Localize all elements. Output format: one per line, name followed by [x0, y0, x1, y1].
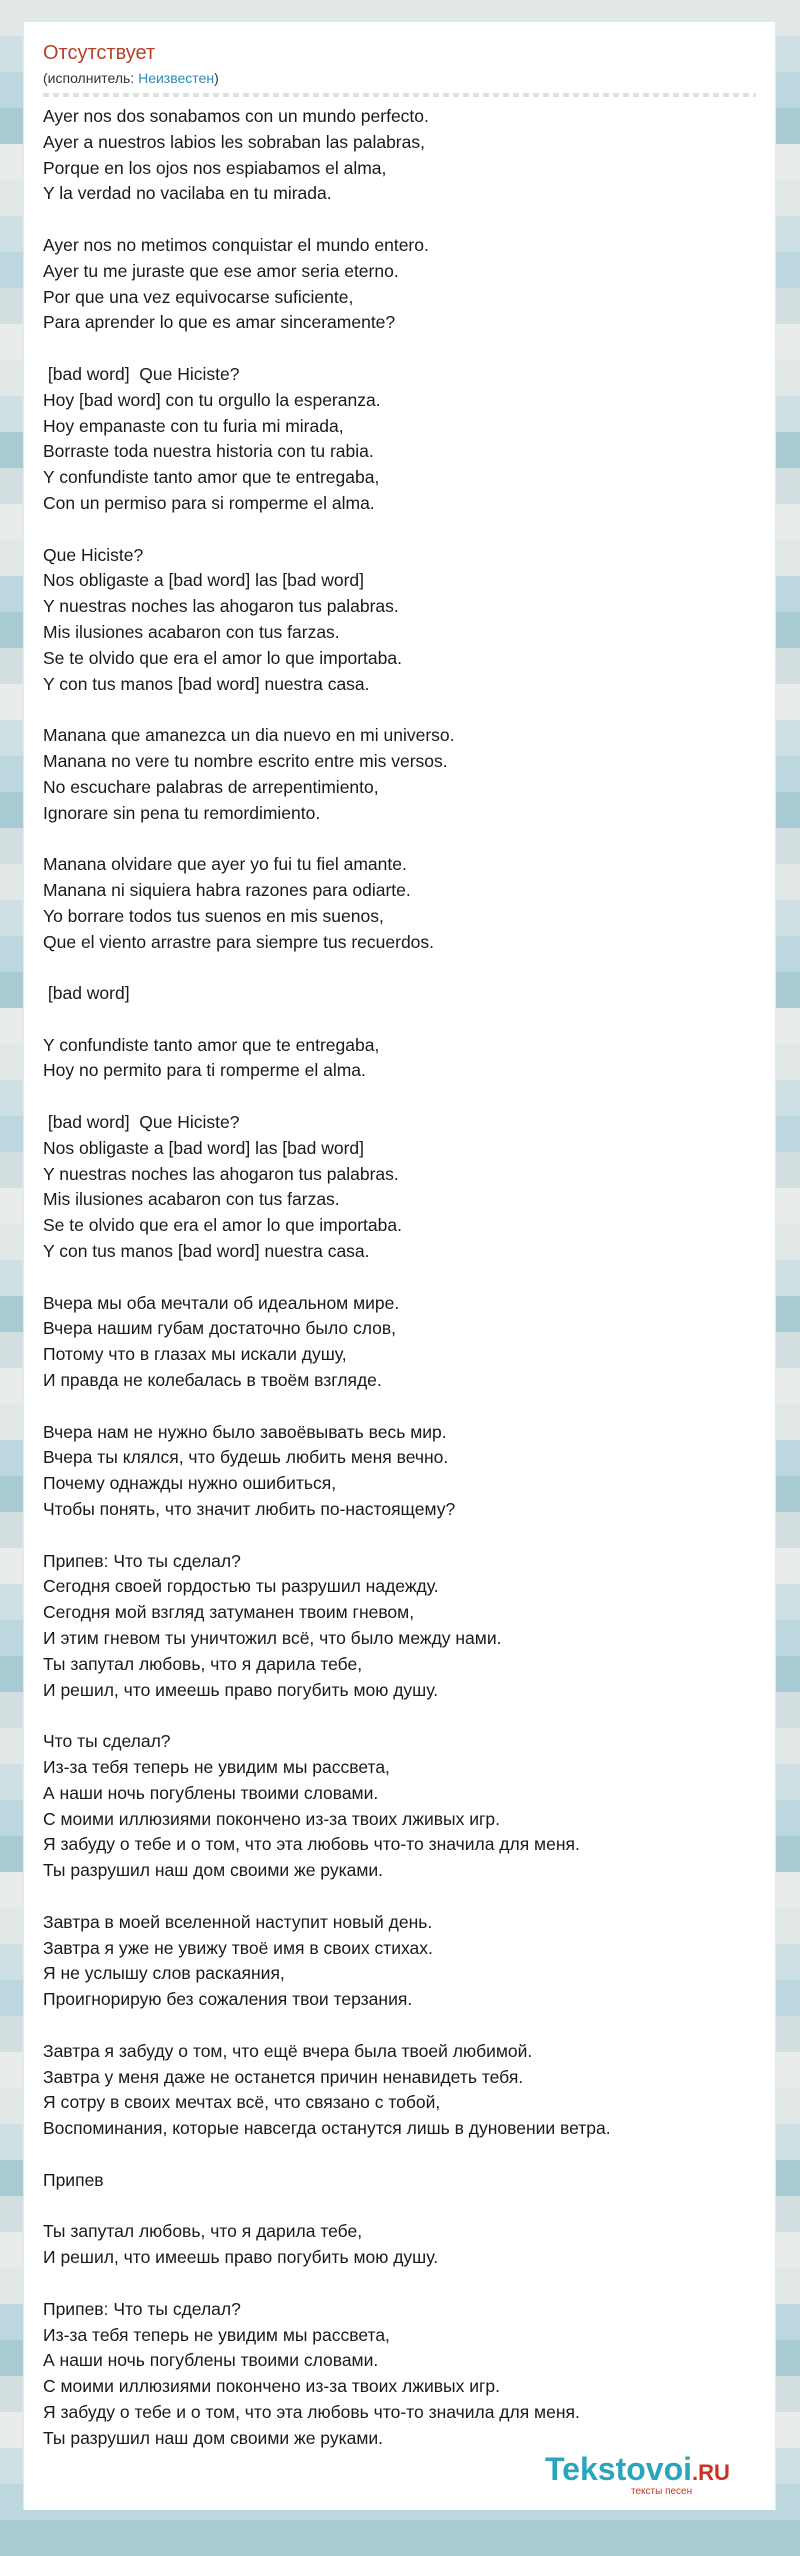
- lyric-line: Y confundiste tanto amor que te entregaba,: [43, 1034, 380, 1055]
- lyric-line: Manana no vere tu nombre escrito entre mis versos.: [43, 750, 448, 771]
- lyric-line: Hoy [bad word] con tu orgullo la esperanza.: [43, 389, 381, 410]
- lyric-line: Que Hiciste?: [43, 544, 144, 565]
- lyric-line: С моими иллюзиями покончено из-за твоих лживых игр.: [43, 2376, 500, 2397]
- lyric-line: Porque en los ojos nos espiabamos el alma,: [43, 157, 387, 178]
- lyric-line: Para aprender lo que es amar sinceramente?: [43, 312, 396, 333]
- lyric-line: Mis ilusiones acabaron con tus farzas.: [43, 1189, 340, 1210]
- lyric-line: Вчера ты клялся, что будешь любить меня вечно.: [43, 1447, 449, 1468]
- lyric-line: Из-за тебя теперь не увидим мы рассвета,: [43, 1757, 390, 1777]
- lyric-line: Ignorare sin pena tu remordimiento.: [43, 802, 321, 823]
- lyric-line: И этим гневом ты уничтожил всё, что было между нами.: [43, 1628, 502, 1649]
- title-divider: [43, 93, 756, 97]
- lyric-line: Y nuestras noches las ahogaron tus palabras.: [43, 1163, 399, 1184]
- lyric-line: Почему однажды нужно ошибиться,: [43, 1473, 337, 1494]
- lyric-line: [43, 2142, 763, 2168]
- site-logo[interactable]: [545, 2450, 770, 2510]
- artist-suffix: ): [214, 70, 219, 86]
- lyric-line: Borraste toda nuestra historia con tu rabia.: [43, 441, 374, 462]
- lyric-line: Y nuestras noches las ahogaron tus palabras.: [43, 596, 399, 617]
- lyric-line: [43, 2194, 763, 2220]
- lyric-line: Я забуду о тебе и о том, что эта любовь что-то значила для меня.: [43, 1834, 580, 1855]
- lyric-line: Припев: Что ты сделал?: [43, 1550, 241, 1571]
- lyric-line: [43, 1265, 763, 1291]
- lyric-line: [43, 955, 763, 981]
- lyric-line: Чтобы понять, что значит любить по-настоящему?: [43, 1499, 456, 1520]
- lyric-line: Завтра я забуду о том, что ещё вчера была твоей любимой.: [43, 2040, 533, 2061]
- lyric-line: [43, 517, 763, 543]
- lyric-line: [43, 1084, 763, 1110]
- lyric-line: Por que una vez equivocarse suficiente,: [43, 286, 354, 307]
- lyric-line: Воспоминания, которые навсегда останутся лишь в дуновении ветра.: [43, 2118, 611, 2139]
- lyric-line: Потому что в глазах мы искали душу,: [43, 1344, 347, 1365]
- logo-name: Tekstovoi: [545, 2451, 692, 2487]
- logo-tld: .RU: [692, 2460, 730, 2485]
- lyric-line: Y con tus manos [bad word] nuestra casa.: [43, 673, 370, 694]
- lyric-line: [43, 826, 763, 852]
- lyric-line: Y confundiste tanto amor que te entregaba,: [43, 467, 380, 488]
- lyric-line: Ты запутал любовь, что я дарила тебе,: [43, 2221, 363, 2242]
- lyric-line: [43, 2013, 763, 2039]
- lyric-line: [bad word]: [43, 983, 130, 1004]
- lyric-line: No escuchare palabras de arrepentimiento,: [43, 776, 379, 797]
- artist-subtitle: [43, 70, 219, 86]
- lyric-line: [bad word] Que Hiciste?: [43, 1112, 240, 1133]
- lyric-line: Ты запутал любовь, что я дарила тебе,: [43, 1653, 363, 1674]
- logo-tagline: тексты песен: [631, 2486, 693, 2497]
- lyric-line: Hoy no permito para ti romperme el alma.: [43, 1060, 366, 1081]
- lyric-line: А наши ночь погублены твоими словами.: [43, 1782, 379, 1803]
- lyric-line: [43, 2271, 763, 2297]
- background-tile: [0, 2520, 800, 2556]
- lyric-line: Ты разрушил наш дом своими же руками.: [43, 2427, 384, 2448]
- lyric-line: Вчера нам не нужно было завоёвывать весь мир.: [43, 1421, 447, 1442]
- lyric-line: Y con tus manos [bad word] nuestra casa.: [43, 1241, 370, 1262]
- lyric-line: Вчера нашим губам достаточно было слов,: [43, 1318, 397, 1339]
- page-title: Отсутствует: [43, 42, 156, 64]
- lyric-line: И решил, что имеешь право погубить мою душу.: [43, 1679, 439, 1700]
- lyric-line: Припев: [43, 2169, 104, 2190]
- lyric-line: Se te olvido que era el amor lo que importaba.: [43, 647, 402, 668]
- lyric-line: Вчера мы оба мечтали об идеальном мире.: [43, 1292, 400, 1313]
- lyric-line: Я сотру в своих мечтах всё, что связано с тобой,: [43, 2092, 441, 2113]
- artist-prefix: (исполнитель:: [43, 70, 139, 86]
- lyric-line: Завтра в моей вселенной наступит новый день.: [43, 1911, 433, 1932]
- lyric-line: Завтра я уже не увижу твоё имя в своих стихах.: [43, 1937, 433, 1958]
- lyric-line: [43, 1884, 763, 1910]
- lyric-line: Припев: Что ты сделал?: [43, 2298, 241, 2319]
- lyric-line: Se te olvido que era el amor lo que importaba.: [43, 1215, 402, 1236]
- lyric-line: Сегодня своей гордостью ты разрушил надежду.: [43, 1576, 439, 1597]
- lyric-line: [43, 1703, 763, 1729]
- lyric-line: Manana ni siquiera habra razones para odiarte.: [43, 879, 411, 900]
- lyric-line: Сегодня мой взгляд затуманен твоим гневом,: [43, 1602, 415, 1623]
- lyric-line: [43, 207, 763, 233]
- lyric-line: Nos obligaste a [bad word] las [bad word]: [43, 1137, 365, 1158]
- lyric-line: Hoy empanaste con tu furia mi mirada,: [43, 415, 344, 436]
- lyric-line: [43, 1394, 763, 1420]
- lyric-line: [43, 1007, 763, 1033]
- lyric-line: Из-за тебя теперь не увидим мы рассвета,: [43, 2324, 390, 2345]
- lyric-line: Ayer a nuestros labios les sobraban las palabras,: [43, 131, 425, 152]
- lyric-line: Yo borrare todos tus suenos en mis suenos,: [43, 905, 384, 926]
- lyric-line: [43, 697, 763, 723]
- lyric-line: Я не услышу слов раскаяния,: [43, 1963, 285, 1984]
- lyric-line: [bad word] Que Hiciste?: [43, 363, 240, 384]
- lyric-line: И правда не колебалась в твоём взгляде.: [43, 1370, 382, 1391]
- lyric-line: Ты разрушил наш дом своими же руками.: [43, 1860, 384, 1881]
- lyric-line: [43, 1523, 763, 1549]
- lyric-line: Con un permiso para si romperme el alma.: [43, 492, 375, 513]
- artist-link[interactable]: Неизвестен: [138, 70, 215, 86]
- lyric-line: Ayer nos no metimos conquistar el mundo entero.: [43, 234, 429, 255]
- lyric-line: Я забуду о тебе и о том, что эта любовь что-то значила для меня.: [43, 2401, 580, 2422]
- lyric-line: Y la verdad no vacilaba en tu mirada.: [43, 183, 332, 204]
- lyric-line: Manana que amanezca un dia nuevo en mi universo.: [43, 725, 455, 746]
- lyric-line: Ayer nos dos sonabamos con un mundo perfecto.: [43, 106, 429, 126]
- lyric-line: Проигнорирую без сожаления твои терзания.: [43, 1989, 413, 2010]
- lyric-line: Manana olvidare que ayer yo fui tu fiel amante.: [43, 854, 407, 875]
- lyric-line: И решил, что имеешь право погубить мою душу.: [43, 2247, 439, 2268]
- lyrics-card: [23, 22, 776, 2510]
- lyric-line: [43, 336, 763, 362]
- lyric-line: Nos obligaste a [bad word] las [bad word]: [43, 570, 365, 591]
- lyric-line: Que el viento arrastre para siempre tus recuerdos.: [43, 931, 435, 952]
- lyric-line: С моими иллюзиями покончено из-за твоих лживых игр.: [43, 1808, 500, 1829]
- lyric-line: Что ты сделал?: [43, 1731, 171, 1752]
- lyric-line: Завтра у меня даже не останется причин ненавидеть тебя.: [43, 2066, 524, 2087]
- lyrics-text: [43, 104, 763, 2452]
- lyric-line: Mis ilusiones acabaron con tus farzas.: [43, 621, 340, 642]
- lyric-line: А наши ночь погублены твоими словами.: [43, 2350, 379, 2371]
- lyric-line: Ayer tu me juraste que ese amor seria eterno.: [43, 260, 399, 281]
